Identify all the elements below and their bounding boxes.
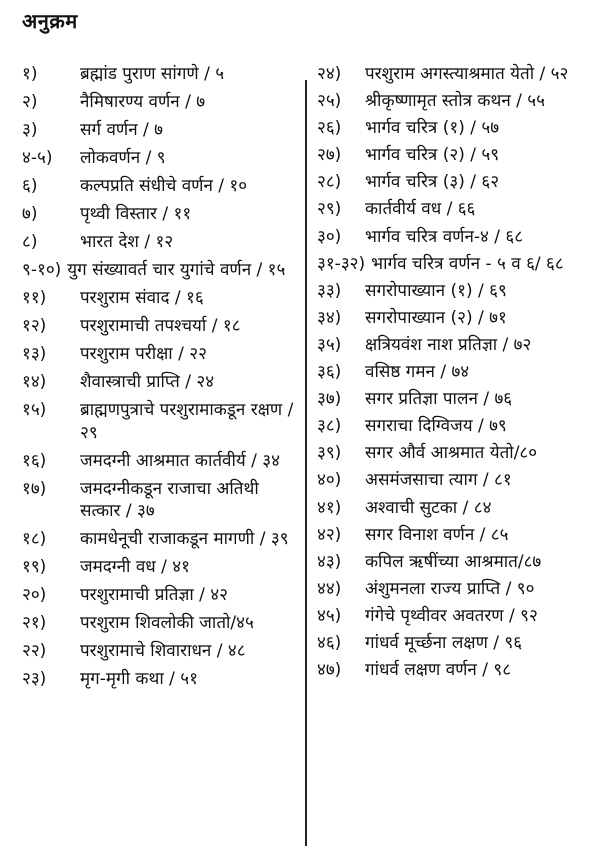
- toc-entry: [317, 605, 595, 628]
- toc-entry-title: सर्ग वर्णन / ७: [80, 120, 164, 140]
- toc-entry-number: २१): [22, 613, 47, 633]
- toc-entry: [22, 371, 302, 394]
- toc-entry: [22, 63, 302, 86]
- toc-entry-number: २७): [317, 145, 342, 166]
- toc-entry: [22, 343, 302, 366]
- toc-entry-number: ३०): [317, 226, 342, 247]
- toc-entry-number: २६): [317, 118, 342, 139]
- toc-entry-title: भार्गव चरित्र (२) / ५९: [365, 145, 500, 166]
- toc-entry-title: सगर विनाश वर्णन / ८५: [365, 524, 509, 545]
- toc-entry-title: ब्रह्मांड पुराण सांगणे / ५: [80, 64, 225, 84]
- toc-entry-title: परशुरामाची तपश्चर्या / १८: [80, 316, 241, 336]
- toc-entry-number: ४-५): [22, 148, 53, 168]
- toc-entry: [317, 253, 595, 276]
- toc-entry-title: सगर और्व आश्रमात येतो/८०: [365, 443, 538, 464]
- toc-entry: [317, 361, 595, 384]
- toc-entry-title: नैमिषारण्य वर्णन / ७: [80, 92, 206, 112]
- toc-entry-title: कल्पप्रति संधीचे वर्णन / १०: [80, 176, 248, 196]
- column-divider: [305, 80, 307, 846]
- toc-entry-title: कार्तवीर्य वध / ६६: [365, 199, 476, 220]
- toc-entry: [317, 307, 595, 330]
- toc-entry: [22, 203, 302, 226]
- toc-entry: [317, 659, 595, 682]
- toc-entry: [22, 91, 302, 114]
- toc-entry: [317, 497, 595, 520]
- toc-entry-number: २९): [317, 199, 342, 220]
- toc-entry-title: अश्वाची सुटका / ८४: [365, 497, 492, 518]
- toc-entry: [317, 415, 595, 438]
- toc-entry-number: २५): [317, 91, 342, 112]
- toc-entry: [22, 175, 302, 198]
- toc-entry-number: ४३): [317, 551, 342, 572]
- toc-entry-number: ४०): [317, 470, 342, 491]
- toc-entry-title: अंशुमनला राज्य प्राप्ति / ९०: [365, 578, 535, 599]
- toc-entry-number: २४): [317, 64, 342, 84]
- toc-entry-title: परशुरामाचे शिवाराधन / ४८: [80, 641, 246, 661]
- toc-entry-number: १६): [22, 450, 47, 471]
- toc-entry-number: ३): [22, 120, 38, 140]
- toc-entry: [317, 117, 595, 140]
- toc-entry-title: ब्राह्मणपुत्राचे परशुरामाकडून रक्षण / २९: [80, 400, 294, 443]
- toc-entry-title: भार्गव चरित्र वर्णन - ५ व ६/ ६८: [371, 253, 564, 274]
- toc-entry-number: ११): [22, 288, 47, 308]
- toc-entry: [317, 63, 595, 86]
- toc-entry-number: ३६): [317, 362, 342, 383]
- toc-entry: [22, 640, 302, 663]
- toc-entry-title: सगर प्रतिज्ञा पालन / ७६: [365, 389, 513, 410]
- toc-entry: [317, 226, 595, 249]
- toc-entry-title: गांधर्व लक्षण वर्णन / ९८: [365, 660, 512, 681]
- toc-entry: [22, 315, 302, 338]
- toc-entry-number: ३४): [317, 307, 342, 328]
- toc-entry: [317, 632, 595, 655]
- toc-entry-title: शैवास्त्राची प्राप्ति / २४: [80, 372, 215, 392]
- toc-entry: [22, 119, 302, 142]
- toc-entry-number: १४): [22, 372, 47, 392]
- toc-entry-title: कामधेनूची राजाकडून मागणी / ३९: [80, 529, 289, 549]
- toc-entry-number: २): [22, 92, 38, 112]
- toc-entry-number: १): [22, 64, 38, 84]
- toc-entry-number: ७): [22, 204, 38, 224]
- toc-entry: [317, 171, 595, 194]
- toc-entry-title: सगराचा दिग्विजय / ७९: [365, 416, 507, 437]
- toc-entry-number: २८): [317, 172, 342, 193]
- toc-entry-number: ४२): [317, 524, 342, 545]
- toc-entry-title: भार्गव चरित्र (३) / ६२: [365, 172, 500, 193]
- toc-entry-title: जमदग्नी आश्रमात कार्तवीर्य / ३४: [80, 450, 280, 471]
- toc-entry-number: ३५): [317, 334, 342, 355]
- toc-entry-title: पृथ्वी विस्तार / ११: [80, 204, 192, 224]
- toc-entry-number: ८): [22, 232, 38, 252]
- toc-entry-number: ३३): [317, 280, 342, 301]
- toc-entry: [317, 90, 595, 113]
- toc-entry-number: १५): [22, 400, 47, 420]
- toc-entry-title: सगरोपाख्यान (२) / ७१: [365, 307, 507, 328]
- toc-entry: [22, 231, 302, 254]
- toc-entry-number: २०): [22, 585, 47, 605]
- toc-entry-number: ९-१०): [22, 260, 62, 280]
- toc-entry: [22, 584, 302, 607]
- toc-entry: [22, 528, 302, 551]
- toc-entry: [317, 280, 595, 303]
- toc-entry-number: ४४): [317, 578, 342, 599]
- toc-entry: [317, 578, 595, 601]
- toc-entry: [317, 388, 595, 411]
- toc-entry-title: लोकवर्णन / ९: [80, 148, 166, 168]
- toc-entry-title: क्षत्रियवंश नाश प्रतिज्ञा / ७२: [365, 334, 532, 355]
- toc-entry-title: जमदग्नी वध / ४१: [80, 557, 190, 577]
- toc-entry-number: १९): [22, 557, 47, 577]
- toc-entry: [317, 334, 595, 357]
- toc-entry: [317, 551, 595, 574]
- toc-column-right: [317, 63, 595, 686]
- toc-entry: [317, 524, 595, 547]
- toc-entry: [22, 612, 302, 635]
- toc-entry: [22, 287, 302, 310]
- toc-entry-number: २२): [22, 641, 47, 661]
- toc-entry-title: परशुराम शिवलोकी जातो/४५: [80, 613, 254, 633]
- toc-entry-number: ३१-३२): [317, 253, 366, 274]
- toc-entry-title: असमंजसाचा त्याग / ८१: [365, 470, 512, 491]
- toc-entry: [22, 668, 302, 691]
- toc-entry-title: भार्गव चरित्र (१) / ५७: [365, 118, 500, 139]
- toc-entry-number: १३): [22, 344, 47, 364]
- toc-entry: [317, 144, 595, 167]
- toc-entry-number: ३९): [317, 443, 342, 464]
- toc-entry-number: ३७): [317, 389, 342, 410]
- toc-entry: [22, 450, 302, 473]
- toc-entry-title: परशुराम अगस्त्याश्रमात येतो / ५२: [365, 64, 569, 84]
- toc-entry: [317, 442, 595, 465]
- toc-column-left: [22, 63, 302, 696]
- toc-entry-title: श्रीकृष्णामृत स्तोत्र कथन / ५५: [365, 91, 545, 112]
- page-title: अनुक्रम: [22, 9, 78, 33]
- toc-entry: [22, 556, 302, 579]
- toc-entry-number: २३): [22, 669, 47, 689]
- toc-entry-title: भार्गव चरित्र वर्णन-४ / ६८: [365, 226, 524, 247]
- toc-entry-number: ४७): [317, 660, 342, 681]
- toc-entry-title: मृग-मृगी कथा / ५१: [80, 669, 198, 689]
- toc-entry: [22, 478, 302, 523]
- toc-entry-number: ४५): [317, 605, 342, 626]
- toc-entry-title: गंगेचे पृथ्वीवर अवतरण / ९२: [365, 605, 538, 626]
- toc-entry-number: १८): [22, 529, 47, 549]
- toc-entry-title: परशुराम संवाद / १६: [80, 288, 204, 308]
- toc-entry-number: ३८): [317, 416, 342, 437]
- toc-entry-title: भारत देश / १२: [80, 232, 174, 252]
- toc-entry-title: जमदग्नीकडून राजाचा अतिथी सत्कार / ३७: [80, 478, 259, 521]
- toc-entry-title: परशुरामाची प्रतिज्ञा / ४२: [80, 585, 228, 605]
- toc-entry-title: सगरोपाख्यान (१) / ६९: [365, 280, 507, 301]
- toc-entry-title: गांधर्व मूर्च्छना लक्षण / ९६: [365, 632, 523, 653]
- toc-entry-title: कपिल ऋषींच्या आश्रमात/८७: [365, 551, 542, 572]
- toc-entry-number: १७): [22, 478, 47, 499]
- toc-entry-number: १२): [22, 316, 47, 336]
- toc-entry: [317, 469, 595, 492]
- toc-entry-title: युग संख्यावर्त चार युगांचे वर्णन / १५: [67, 260, 286, 280]
- toc-entry: [22, 147, 302, 170]
- toc-entry-title: वसिष्ठ गमन / ७४: [365, 362, 470, 383]
- toc-entry-title: परशुराम परीक्षा / २२: [80, 344, 207, 364]
- toc-entry: [22, 399, 302, 444]
- toc-entry-number: ४६): [317, 632, 342, 653]
- toc-entry: [317, 198, 595, 221]
- toc-entry: [22, 259, 302, 282]
- toc-entry-number: ४१): [317, 497, 342, 518]
- toc-entry-number: ६): [22, 176, 38, 196]
